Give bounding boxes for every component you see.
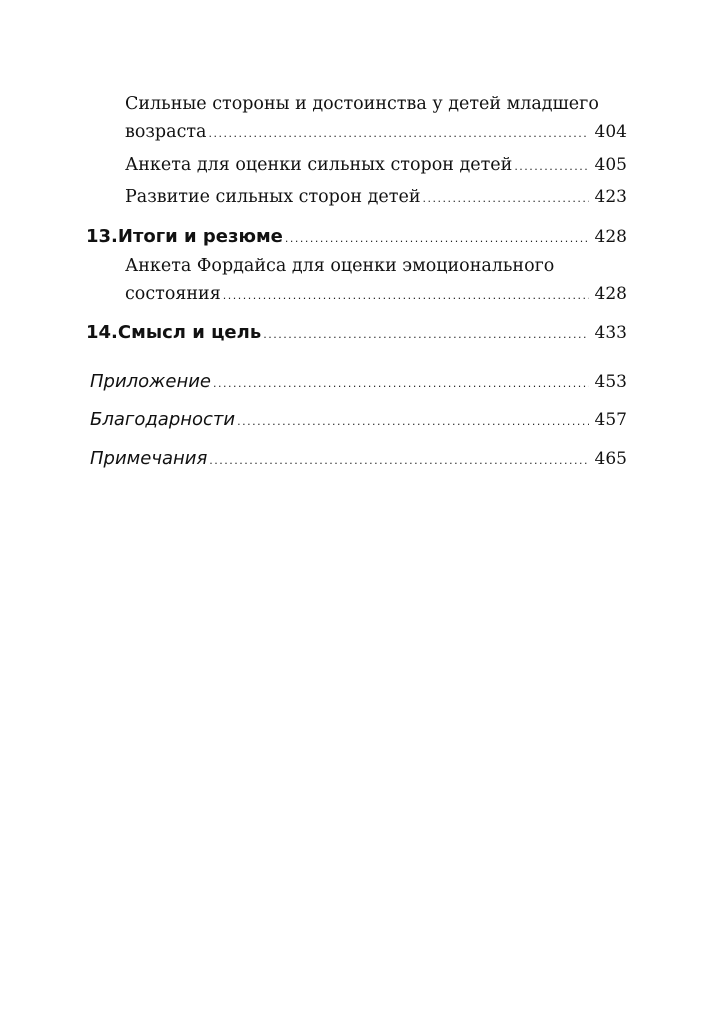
page-number: 405 [594, 155, 627, 175]
section-title: Благодарности [90, 409, 236, 430]
toc-entry-title: состояния [125, 284, 221, 304]
section-title: Приложение [90, 371, 212, 392]
chapter-title: Итоги и резюме [117, 226, 283, 247]
toc-entry-strengths-young-children[interactable] [125, 122, 627, 142]
dot-leader [209, 454, 588, 467]
page-number: 423 [594, 187, 627, 207]
toc-chapter-14[interactable] [86, 322, 627, 343]
dot-leader [208, 127, 588, 140]
section-title: Примечания [90, 448, 208, 469]
toc-entry-title: Развитие сильных сторон детей [125, 187, 421, 207]
toc-entry-title: Анкета для оценки сильных сторон детей [125, 155, 513, 175]
page-number: 428 [594, 284, 627, 304]
dot-leader [514, 160, 588, 173]
page-number: 465 [594, 449, 627, 469]
page-number: 453 [594, 372, 627, 392]
page-number: 433 [594, 323, 627, 343]
toc-entry-title: возраста [125, 122, 207, 142]
page-number: 404 [594, 122, 627, 142]
toc-chapter-13[interactable] [86, 226, 627, 247]
toc-appendix[interactable] [90, 371, 627, 392]
page-number: 457 [594, 410, 627, 430]
toc-entry-children-strengths-survey[interactable] [125, 155, 627, 175]
dot-leader [213, 377, 589, 390]
toc-entry-developing-strengths[interactable] [125, 187, 627, 207]
toc-entry-fordyce-survey-line1: Анкета Фордайса для оценки эмоционального [125, 256, 555, 276]
dot-leader [263, 328, 588, 341]
toc-entry-strengths-young-children-line1: Сильные стороны и достоинства у детей младшего [125, 94, 599, 114]
dot-leader [285, 232, 589, 245]
dot-leader [422, 192, 588, 205]
dot-leader [223, 289, 589, 302]
toc-notes[interactable] [90, 448, 627, 469]
page-number: 428 [594, 227, 627, 247]
toc-acknowledgments[interactable] [90, 409, 627, 430]
chapter-number: 14. [86, 322, 118, 343]
chapter-title: Смысл и цель [117, 322, 262, 343]
toc-entry-fordyce-survey[interactable] [125, 284, 627, 304]
chapter-number: 13. [86, 226, 118, 247]
dot-leader [237, 415, 588, 428]
